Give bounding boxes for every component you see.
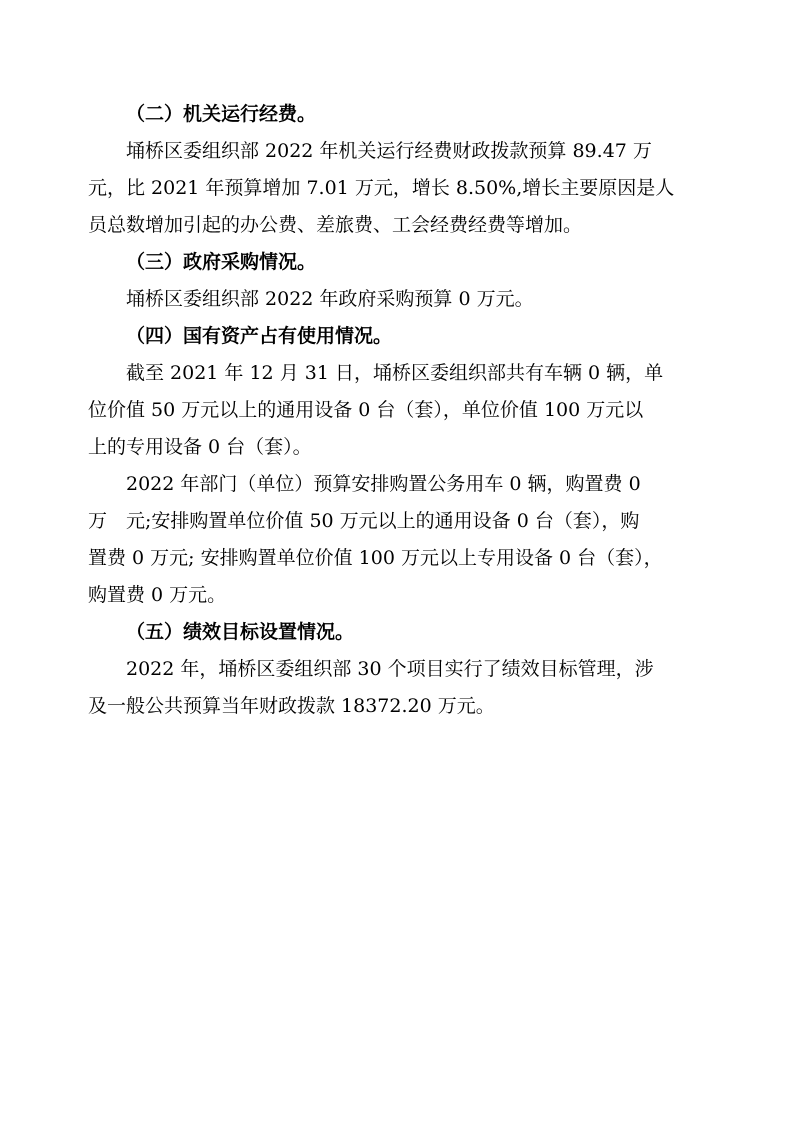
paragraph-operating-funds [88, 133, 704, 244]
section-heading-performance-goals: （五）绩效目标设置情况。 [126, 621, 355, 643]
paragraph-purchase-plan [88, 466, 704, 614]
text-line: 购置费 0 万元。 [88, 584, 227, 606]
document-body [88, 96, 704, 725]
text-line: 截至 2021 年 12 月 31 日，埇桥区委组织部共有车辆 0 辆，单 [126, 362, 664, 384]
paragraph-procurement [88, 281, 704, 318]
section-heading-state-assets: （四）国有资产占有使用情况。 [126, 325, 393, 347]
text-line: 及一般公共预算当年财政拨款 18372.20 万元。 [88, 695, 495, 717]
text-line: 置费 0 万元; 安排购置单位价值 100 万元以上专用设备 0 台（套）， [88, 547, 663, 569]
text-line: 员总数增加引起的办公费、差旅费、工会经费经费等增加。 [88, 214, 583, 236]
text-line: 2022 年部门（单位）预算安排购置公务用车 0 辆，购置费 0 [126, 473, 641, 495]
text-line: 上的专用设备 0 台（套）。 [88, 436, 312, 458]
section-heading-operating-funds: （二）机关运行经费。 [126, 103, 317, 125]
text-line: 元，比 2021 年预算增加 7.01 万元，增长 8.50%,增长主要原因是人 [88, 177, 675, 199]
paragraph-performance-goals [88, 651, 704, 725]
paragraph-state-assets [88, 355, 704, 466]
text-line: 埇桥区委组织部 2022 年机关运行经费财政拨款预算 89.47 万 [126, 140, 652, 162]
text-line: 2022 年，埇桥区委组织部 30 个项目实行了绩效目标管理，涉 [126, 658, 654, 680]
text-line: 位价值 50 万元以上的通用设备 0 台（套），单位价值 100 万元以 [88, 399, 644, 421]
section-heading-procurement: （三）政府采购情况。 [126, 251, 317, 273]
text-line: 万 元;安排购置单位价值 50 万元以上的通用设备 0 台（套），购 [88, 510, 640, 532]
text-line: 埇桥区委组织部 2022 年政府采购预算 0 万元。 [126, 288, 534, 310]
